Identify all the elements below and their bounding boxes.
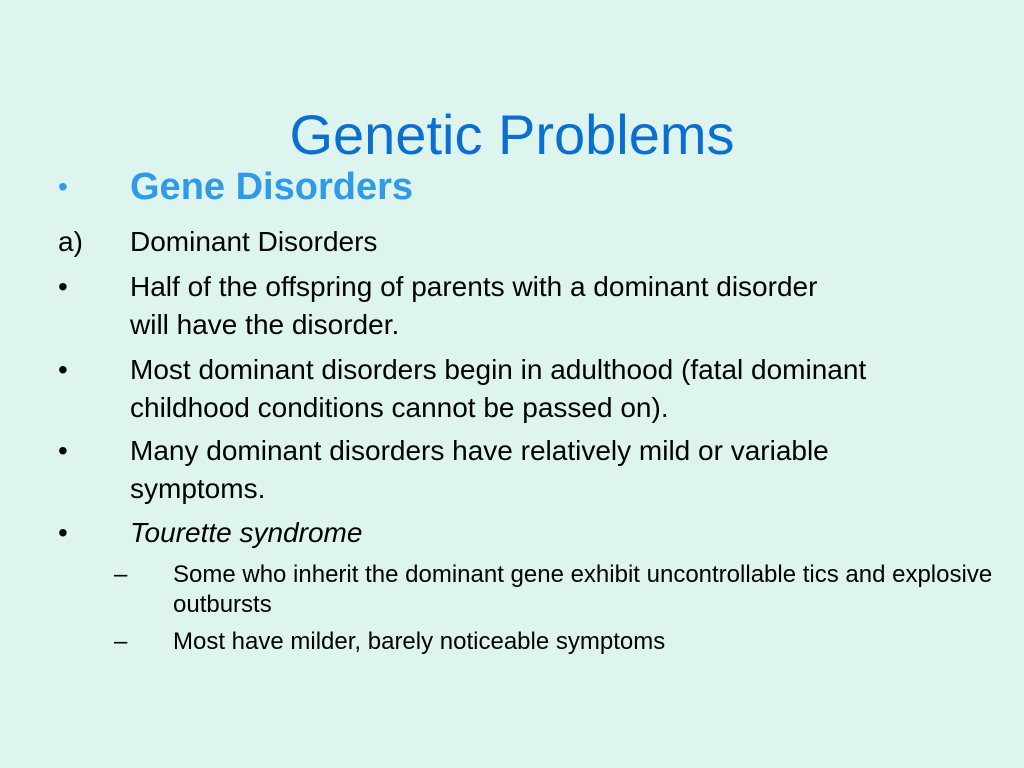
sub-bullet-text: Most have milder, barely noticeable symptoms <box>173 628 666 655</box>
bullet-text: Half of the offspring of parents with a dominant disorder will have the disorder. <box>130 271 818 340</box>
bullet-marker: • <box>58 517 68 548</box>
sub-bullet-text: Some who inherit the dominant gene exhibit uncontrollable tics and explosive outbursts <box>173 561 993 618</box>
letter-marker: a) <box>58 226 83 257</box>
dash-marker: – <box>114 628 128 655</box>
bullet-marker: • <box>58 171 68 202</box>
dash-marker: – <box>114 561 128 588</box>
bullet-marker: • <box>58 435 68 466</box>
bullet-marker: • <box>58 271 68 302</box>
bullet-marker: • <box>58 354 68 385</box>
bullet-text: Many dominant disorders have relatively mild or variable symptoms. <box>130 435 829 504</box>
bullet-text: Tourette syndrome <box>130 517 363 548</box>
section-heading: Gene Disorders <box>130 166 413 208</box>
slide-title: Genetic Problems <box>289 102 735 166</box>
subheading-text: Dominant Disorders <box>130 226 378 257</box>
bullet-text: Most dominant disorders begin in adulthood (fatal dominant childhood conditions cannot be passed on). <box>130 354 867 423</box>
